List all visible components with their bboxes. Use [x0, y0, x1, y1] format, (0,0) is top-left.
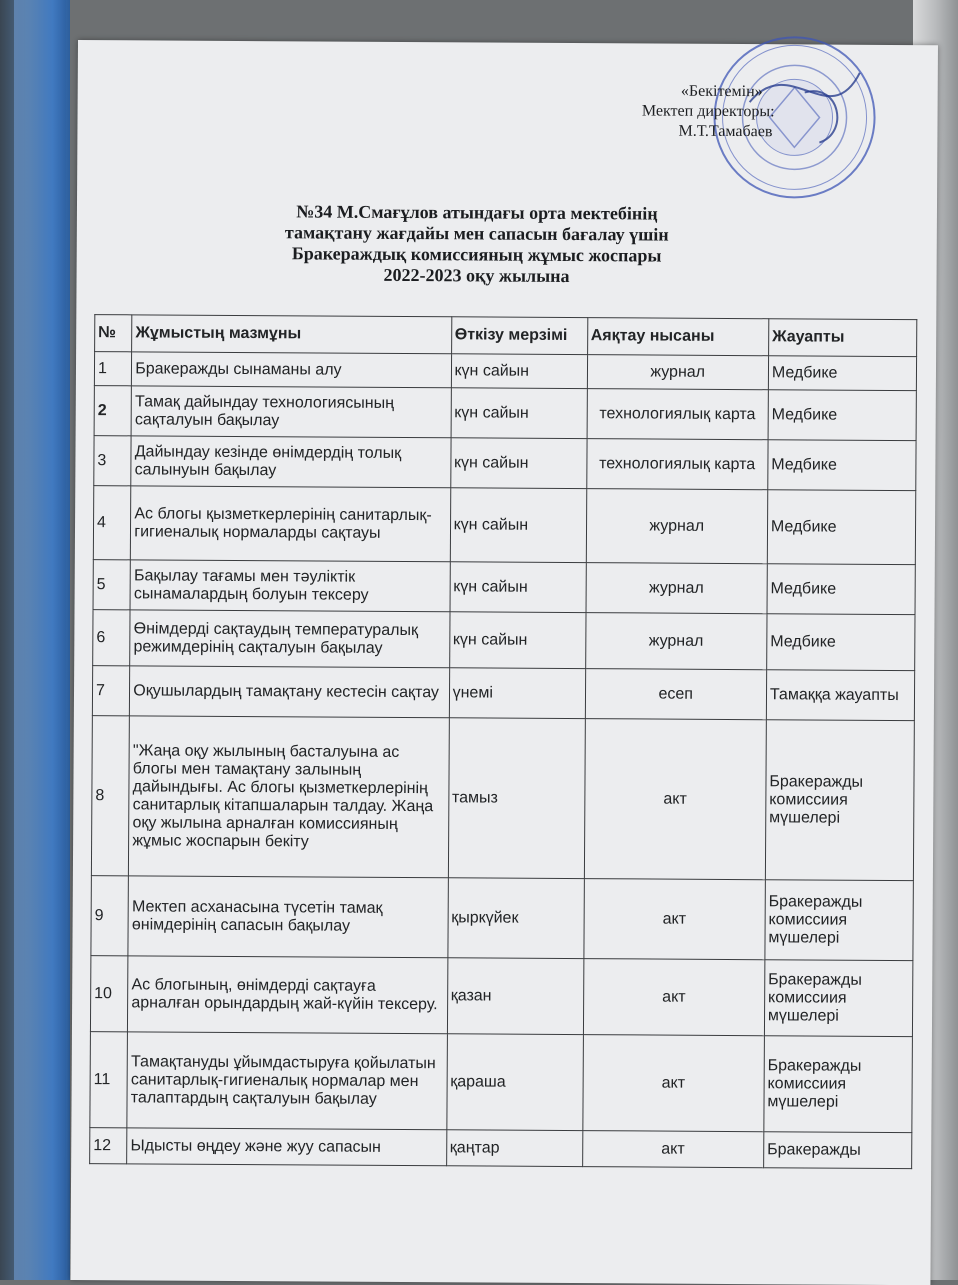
table-header-row	[95, 315, 917, 357]
row-time: күн сайын	[450, 438, 586, 489]
row-form: есеп	[585, 669, 767, 720]
row-form: технологиялық карта	[587, 389, 769, 440]
row-time: күн сайын	[451, 388, 587, 439]
row-content: Бақылау тағамы мен тәуліктік сынамалардың болуын тексеру	[130, 560, 450, 612]
row-form: акт	[582, 1035, 764, 1132]
table-row	[93, 610, 915, 671]
row-number: 6	[93, 610, 131, 666]
row-form: технологиялық карта	[586, 439, 768, 490]
approval-label: «Бекітемін»	[680, 82, 763, 101]
work-plan-table	[89, 314, 917, 1169]
row-responsible: Бракеражды	[764, 1132, 912, 1169]
table-row	[94, 436, 916, 491]
row-number: 3	[94, 436, 132, 486]
header-responsible: Жауапты	[768, 319, 916, 357]
row-time: қазан	[447, 958, 583, 1035]
row-number: 8	[91, 716, 129, 876]
row-content: Дайындау кезінде өнімдердің толық салынуын бақылау	[131, 436, 451, 488]
row-responsible: Бракеражды комиссиия мүшелері	[765, 720, 914, 881]
row-time: қыркүйек	[447, 878, 583, 959]
row-number: 2	[94, 386, 132, 436]
row-number: 9	[91, 876, 129, 956]
title-line-4: 2022-2023 оқу жылына	[383, 264, 570, 287]
title-line-1: №34 М.Смағұлов атындағы орта мектебінің	[296, 201, 658, 224]
row-form: акт	[583, 879, 765, 960]
row-time: үнемі	[449, 668, 585, 719]
row-responsible: Бракеражды комиссиия мүшелері	[764, 960, 913, 1037]
approval-director: Мектеп директоры:	[641, 102, 775, 121]
row-content: Ас блогының, өнімдерді сақтауға арналған орындардың жай-күйін тексеру.	[128, 956, 448, 1034]
row-content: Тамақ дайындау технологиясының сақталуын бақылау	[131, 386, 451, 438]
row-responsible: Медбике	[768, 440, 916, 491]
document-title	[177, 201, 778, 289]
row-content: Оқушылардың тамақтану кестесін сақтау	[130, 666, 450, 718]
approval-director-name: М.Т.Тамабаев	[678, 122, 773, 141]
row-responsible: Медбике	[768, 390, 916, 441]
header-number: №	[95, 315, 132, 352]
row-responsible: Бракеражды комиссиия мүшелері	[764, 1036, 913, 1133]
row-number: 11	[90, 1032, 128, 1128]
row-responsible: Медбике	[767, 564, 915, 615]
document-page	[70, 40, 938, 1285]
row-content: Ас блогы қызметкерлерінің санитарлық-гигиеналық нормаларды сақтауы	[131, 486, 451, 562]
row-form: акт	[582, 1131, 764, 1168]
row-time: тамыз	[448, 718, 585, 879]
row-form: акт	[583, 959, 765, 1036]
row-number: 1	[94, 352, 131, 386]
title-line-3: Бракераждық комиссияның жұмыс жоспары	[291, 243, 662, 266]
approval-block	[641, 81, 775, 142]
row-time: күн сайын	[450, 562, 586, 613]
header-time: Өткізу мерзімі	[451, 317, 587, 355]
row-form: журнал	[586, 563, 768, 614]
table-row	[94, 352, 916, 391]
row-form: журнал	[587, 355, 769, 390]
row-time: күн сайын	[451, 354, 587, 389]
row-content: Ыдысты өңдеу және жуу сапасын	[127, 1128, 447, 1166]
row-time: қаңтар	[446, 1130, 582, 1167]
row-form: акт	[584, 719, 766, 880]
row-content: Бракеражды сынаманы алу	[132, 352, 452, 388]
row-time: қараша	[446, 1034, 583, 1131]
row-time: күн сайын	[449, 612, 585, 669]
table-row	[93, 486, 915, 565]
table-row	[90, 1128, 912, 1169]
row-content: "Жаңа оқу жылының басталуына ас блогы мен тамақтану залының дайындығы. Ас блогы қызметкерлерінің санитарлық кітапшаларын талдау. Жаңа оқу жылына арналған комиссияның жұмыс жоспарын бекіту	[129, 716, 449, 878]
folder-binder-edge	[14, 0, 66, 1280]
table-row	[91, 876, 913, 961]
row-content: Өнімдерді сақтаудың температуралық режимдерінің сақталуын бақылау	[130, 610, 450, 668]
row-form: журнал	[586, 489, 768, 564]
row-number: 4	[93, 486, 131, 560]
row-content: Тамақтануды ұйымдастыруға қойылатын санитарлық-гигиеналық нормалар мен талаптардың сақталуын бақылау	[127, 1032, 447, 1130]
row-responsible: Тамаққа жауапты	[766, 670, 914, 721]
table-row	[92, 666, 914, 721]
table-row	[91, 716, 914, 881]
header-form: Аяқтау нысаны	[587, 318, 769, 356]
row-number: 12	[90, 1128, 127, 1164]
row-responsible: Медбике	[767, 614, 915, 671]
header-content: Жұмыстың мазмұны	[132, 315, 452, 354]
row-number: 5	[93, 560, 131, 610]
row-number: 7	[92, 666, 130, 716]
row-responsible: Медбике	[767, 490, 916, 565]
title-line-2: тамақтану жағдайы мен сапасын бағалау үшін	[284, 222, 669, 245]
row-form: журнал	[585, 613, 767, 670]
table-row	[94, 386, 916, 441]
row-responsible: Бракеражды комиссиия мүшелері	[765, 880, 914, 961]
row-content: Мектеп асханасына түсетін тамақ өнімдерінің сапасын бақылау	[128, 876, 448, 958]
table-row	[93, 560, 915, 615]
row-responsible: Медбике	[768, 356, 916, 391]
table-row	[90, 956, 912, 1037]
table-row	[90, 1032, 913, 1133]
row-time: күн сайын	[450, 488, 586, 563]
row-number: 10	[90, 956, 128, 1032]
